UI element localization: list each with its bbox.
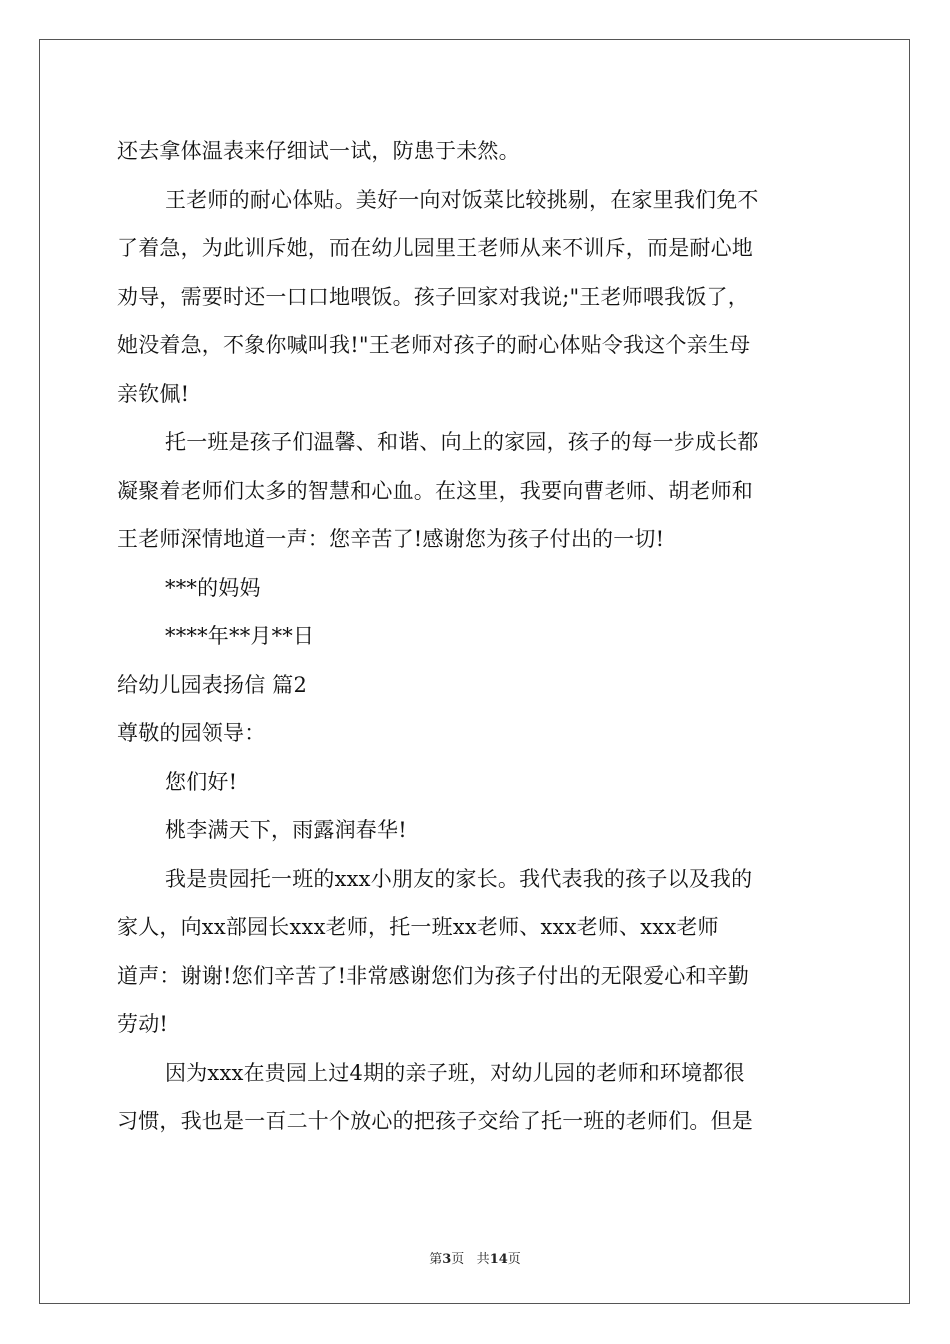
total-suffix: 页 — [507, 1252, 521, 1267]
text-line-17: 家人，向xx部园长xxx老师，托一班xx老师、xxx老师、xxx老师 — [117, 915, 719, 939]
text-line-1: 还去拿体温表来仔细试一试，防患于未然。 — [117, 139, 520, 163]
page-suffix: 页 — [451, 1252, 465, 1267]
signature-line: ***的妈妈 — [165, 575, 261, 600]
total-pages: 14 — [489, 1252, 508, 1267]
text-line-15: 桃李满天下，雨露润春华! — [165, 818, 407, 842]
salutation: 尊敬的园领导： — [117, 721, 266, 745]
greeting: 您们好! — [165, 769, 238, 794]
text-line-6: 亲钦佩! — [117, 381, 190, 406]
text-line-20: 因为xxx在贵园上过4期的亲子班，对幼儿园的老师和环境都很 — [165, 1060, 745, 1085]
section-title: 给幼儿园表扬信 篇2 — [117, 672, 308, 697]
total-prefix: 共 — [476, 1252, 490, 1267]
text-line-5: 她没着急，不象你喊叫我!"王老师对孩子的耐心体贴令我这个亲生母 — [117, 333, 751, 357]
text-line-7: 托一班是孩子们温馨、和谐、向上的家园，孩子的每一步成长都 — [165, 430, 759, 454]
page-footer — [0, 1248, 950, 1267]
page-number: 3 — [442, 1252, 452, 1267]
text-line-16: 我是贵园托一班的xxx小朋友的家长。我代表我的孩子以及我的 — [165, 866, 753, 891]
text-line-18: 道声：谢谢!您们辛苦了!非常感谢您们为孩子付出的无限爱心和辛勤 — [117, 963, 750, 988]
date-line: ****年**月**日 — [165, 624, 315, 648]
text-line-19: 劳动! — [117, 1012, 169, 1036]
text-line-3: 了着急，为此训斥她，而在幼儿园里王老师从来不训斥，而是耐心地 — [117, 236, 753, 260]
page-prefix: 第 — [429, 1252, 443, 1267]
text-line-8: 凝聚着老师们太多的智慧和心血。在这里，我要向曹老师、胡老师和 — [117, 478, 753, 503]
text-line-21: 习惯，我也是一百二十个放心的把孩子交给了托一班的老师们。但是 — [117, 1109, 753, 1133]
document-body — [117, 127, 833, 1146]
text-line-9: 王老师深情地道一声：您辛苦了!感谢您为孩子付出的一切! — [117, 527, 665, 551]
text-line-2: 王老师的耐心体贴。美好一向对饭菜比较挑剔，在家里我们免不 — [165, 187, 759, 212]
text-line-4: 劝导，需要时还一口口地喂饭。孩子回家对我说;"王老师喂我饭了， — [117, 284, 749, 309]
